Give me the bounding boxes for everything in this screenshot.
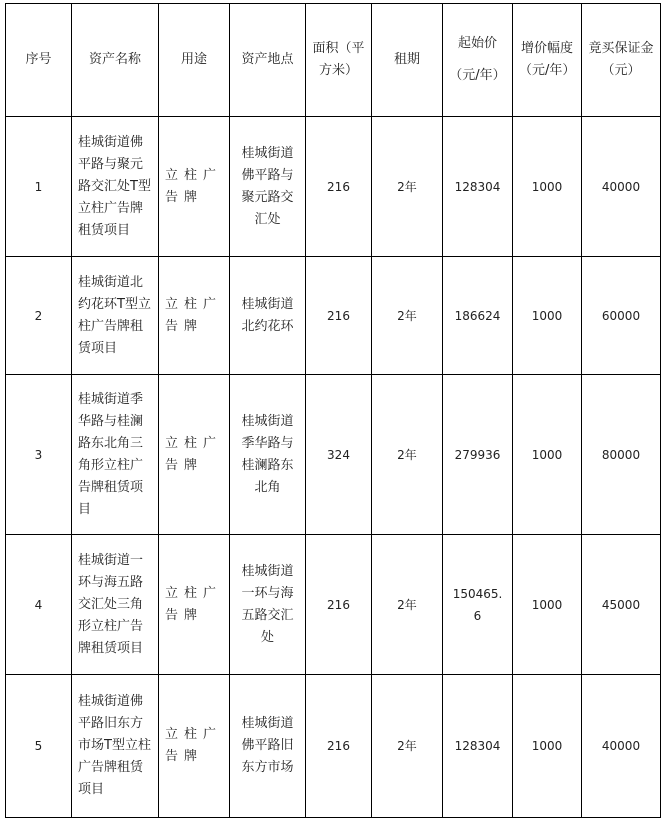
cell-name: 桂城街道佛平路与聚元路交汇处T型立柱广告牌租赁项目 <box>72 117 159 257</box>
cell-deposit: 45000 <box>582 535 661 675</box>
cell-name: 桂城街道季华路与桂澜路东北角三角形立柱广告牌租赁项目 <box>72 375 159 535</box>
cell-term: 2年 <box>372 675 443 818</box>
cell-increment: 1000 <box>513 257 582 375</box>
header-location: 资产地点 <box>230 4 306 117</box>
cell-location: 桂城街道佛平路旧东方市场 <box>230 675 306 818</box>
cell-deposit: 40000 <box>582 117 661 257</box>
cell-use: 立柱广告牌 <box>159 257 230 375</box>
cell-seq: 3 <box>6 375 72 535</box>
cell-term: 2年 <box>372 117 443 257</box>
header-row <box>6 4 661 117</box>
cell-increment: 1000 <box>513 117 582 257</box>
cell-deposit: 40000 <box>582 675 661 818</box>
cell-seq: 4 <box>6 535 72 675</box>
header-use: 用途 <box>159 4 230 117</box>
header-start-price <box>443 4 513 117</box>
cell-seq: 2 <box>6 257 72 375</box>
header-seq: 序号 <box>6 4 72 117</box>
header-name: 资产名称 <box>72 4 159 117</box>
cell-use: 立柱广告牌 <box>159 535 230 675</box>
cell-increment: 1000 <box>513 675 582 818</box>
cell-deposit: 60000 <box>582 257 661 375</box>
cell-area: 324 <box>306 375 372 535</box>
table-row <box>6 675 661 818</box>
cell-use: 立柱广告牌 <box>159 675 230 818</box>
cell-use: 立柱广告牌 <box>159 117 230 257</box>
cell-area: 216 <box>306 117 372 257</box>
cell-area: 216 <box>306 535 372 675</box>
table-row <box>6 375 661 535</box>
cell-seq: 1 <box>6 117 72 257</box>
cell-deposit: 80000 <box>582 375 661 535</box>
cell-area: 216 <box>306 257 372 375</box>
header-increment: 增价幅度（元/年） <box>513 4 582 117</box>
cell-term: 2年 <box>372 257 443 375</box>
cell-location: 桂城街道北约花环 <box>230 257 306 375</box>
cell-start-price: 150465.6 <box>443 535 513 675</box>
cell-term: 2年 <box>372 535 443 675</box>
cell-start-price: 128304 <box>443 117 513 257</box>
asset-table <box>5 3 661 818</box>
cell-start-price: 279936 <box>443 375 513 535</box>
cell-name: 桂城街道一环与海五路交汇处三角形立柱广告牌租赁项目 <box>72 535 159 675</box>
cell-seq: 5 <box>6 675 72 818</box>
cell-start-price: 186624 <box>443 257 513 375</box>
header-term: 租期 <box>372 4 443 117</box>
cell-use: 立柱广告牌 <box>159 375 230 535</box>
cell-area: 216 <box>306 675 372 818</box>
cell-location: 桂城街道季华路与桂澜路东北角 <box>230 375 306 535</box>
cell-name: 桂城街道北约花环T型立柱广告牌租赁项目 <box>72 257 159 375</box>
cell-start-price: 128304 <box>443 675 513 818</box>
cell-term: 2年 <box>372 375 443 535</box>
cell-location: 桂城街道佛平路与聚元路交汇处 <box>230 117 306 257</box>
header-start-price-unit: （元/年） <box>449 68 506 83</box>
header-start-price-label: 起始价 <box>457 36 497 51</box>
header-deposit: 竟买保证金（元） <box>582 4 661 117</box>
cell-increment: 1000 <box>513 535 582 675</box>
cell-location: 桂城街道一环与海五路交汇处 <box>230 535 306 675</box>
table-row <box>6 117 661 257</box>
cell-increment: 1000 <box>513 375 582 535</box>
header-area: 面积（平方米） <box>306 4 372 117</box>
table-row <box>6 535 661 675</box>
table-row <box>6 257 661 375</box>
cell-name: 桂城街道佛平路旧东方市场T型立柱广告牌租赁项目 <box>72 675 159 818</box>
